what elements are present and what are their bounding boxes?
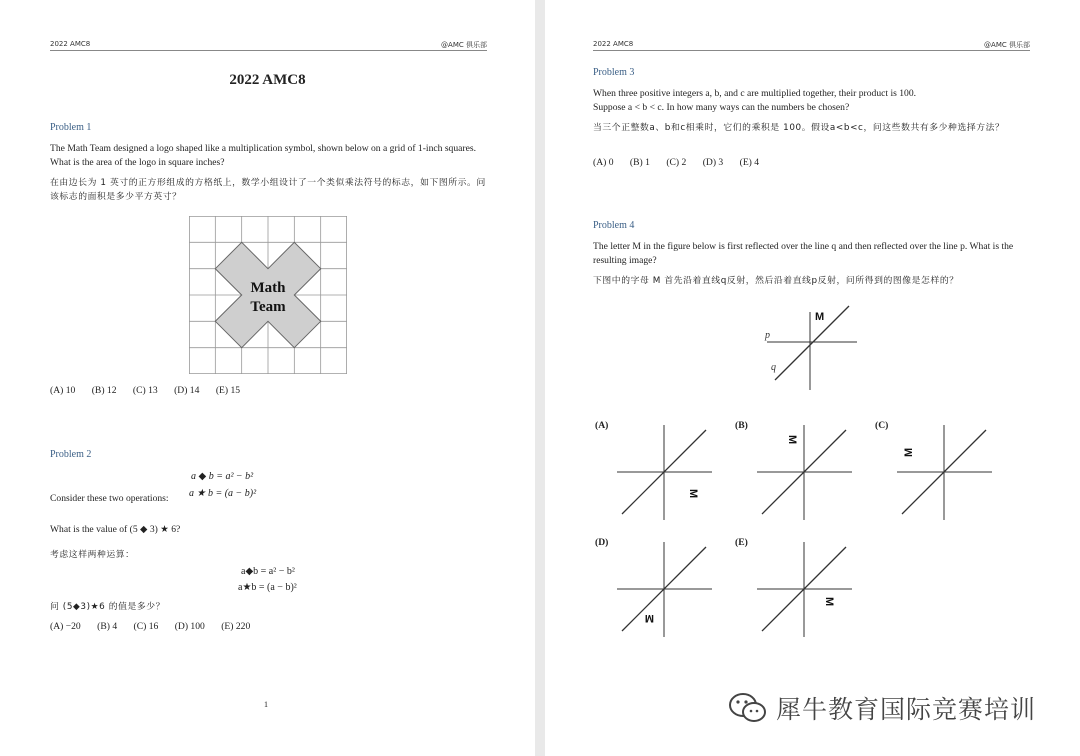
choice-d: (D) 100 bbox=[174, 621, 205, 632]
option-a-label: (A) bbox=[595, 420, 609, 431]
line-q bbox=[775, 306, 849, 380]
page-1 bbox=[0, 0, 535, 756]
letter-m-rotated: M bbox=[823, 597, 835, 607]
operation-diamond-zh: a◆b = a² − b² bbox=[241, 566, 295, 577]
option-e-figure bbox=[757, 542, 852, 637]
watermark bbox=[728, 690, 1036, 726]
page-number: 1 bbox=[264, 700, 268, 709]
header-left: 2022 AMC8 bbox=[593, 40, 634, 48]
option-b-label: (B) bbox=[735, 420, 748, 431]
problem-3-title: Problem 3 bbox=[593, 67, 635, 78]
wechat-icon bbox=[728, 691, 768, 725]
problem-1-text-en: The Math Team designed a logo shaped like a multiplication symbol, shown below on a grid of 1-inch squares. What is the area of the logo in square inches? bbox=[50, 143, 476, 168]
letter-m-rotated: M bbox=[786, 435, 798, 445]
problem-4-title: Problem 4 bbox=[593, 220, 635, 231]
operation-star-zh: a★b = (a − b)² bbox=[238, 582, 297, 593]
choice-a: (A) −20 bbox=[50, 621, 81, 632]
problem-2-title: Problem 2 bbox=[50, 449, 92, 460]
option-a-figure bbox=[617, 425, 712, 520]
option-c-label: (C) bbox=[875, 420, 889, 431]
letter-m-rotated: M bbox=[644, 612, 654, 624]
choice-e: (E) 15 bbox=[215, 385, 241, 396]
reflection-figure bbox=[757, 304, 867, 394]
problem-3-choices bbox=[593, 156, 773, 170]
problem-3-text-en-2: Suppose a < b < c. In how many ways can the numbers be chosen? bbox=[593, 102, 850, 113]
problem-2-intro-zh: 考虑这样两种运算： bbox=[50, 550, 135, 560]
label-q: q bbox=[771, 362, 776, 373]
problem-3-text-zh: 当三个正整数a、b和c相乘时，它们的乘积是 100。假设a<b<c，问这些数共有多少种选择方法？ bbox=[593, 123, 1005, 133]
option-b-figure bbox=[757, 425, 852, 520]
page-2 bbox=[545, 0, 1080, 756]
page-title: 2022 AMC8 bbox=[229, 72, 306, 88]
watermark-text: 犀牛教育国际竞赛培训 bbox=[776, 695, 1037, 724]
choice-d: (D) 14 bbox=[174, 385, 200, 396]
problem-3-text-en-1: When three positive integers a, b, and c are multiplied together, their product is 100. bbox=[593, 88, 917, 99]
choice-e: (E) 4 bbox=[739, 157, 760, 168]
label-p: p bbox=[765, 330, 770, 341]
logo-text-math: Math bbox=[250, 280, 286, 296]
header-rule bbox=[50, 50, 487, 51]
choice-b: (B) 1 bbox=[629, 157, 650, 168]
letter-m-rotated: M bbox=[687, 489, 699, 499]
header-left: 2022 AMC8 bbox=[50, 40, 91, 48]
option-e-label: (E) bbox=[735, 537, 748, 548]
choice-b: (B) 4 bbox=[97, 621, 118, 632]
letter-m-rotated: M bbox=[903, 447, 915, 457]
choice-c: (C) 16 bbox=[133, 621, 159, 632]
problem-2-intro-en: Consider these two operations: bbox=[50, 493, 169, 504]
choice-c: (C) 13 bbox=[132, 385, 158, 396]
problem-1-text-zh: 在由边长为 1 英寸的正方形组成的方格纸上，数学小组设计了一个类似乘法符号的标志，如下图所示。问该标志的面积是多少平方英寸？ bbox=[50, 178, 486, 202]
problem-1-title: Problem 1 bbox=[50, 122, 92, 133]
operation-star: a ★ b = (a − b)² bbox=[189, 488, 257, 499]
option-d-label: (D) bbox=[595, 537, 609, 548]
problem-2-choices bbox=[50, 620, 264, 634]
header-right: @AMC 俱乐部 bbox=[984, 41, 1030, 49]
option-d-figure bbox=[617, 542, 712, 637]
problem-4-text-zh: 下图中的字母 M 首先沿着直线q反射，然后沿着直线p反射，问所得到的图像是怎样的？ bbox=[593, 276, 959, 286]
option-c-figure bbox=[897, 425, 992, 520]
problem-1-choices bbox=[50, 384, 254, 398]
choice-b: (B) 12 bbox=[91, 385, 117, 396]
problem-2-question-zh: 问 (5◆3)★6 的值是多少？ bbox=[50, 602, 166, 612]
header-rule bbox=[593, 50, 1030, 51]
letter-m: M bbox=[815, 311, 825, 323]
choice-d: (D) 3 bbox=[702, 157, 724, 168]
logo-text-team: Team bbox=[250, 299, 286, 315]
choice-e: (E) 220 bbox=[221, 621, 251, 632]
problem-2-question-en: What is the value of (5 ◆ 3) ★ 6? bbox=[50, 524, 181, 535]
problem-4-text-en: The letter M in the figure below is first reflected over the line q and then reflected over the line p. What is the resulting image? bbox=[593, 241, 1014, 266]
choice-a: (A) 10 bbox=[50, 385, 76, 396]
operation-diamond: a ◆ b = a² − b² bbox=[191, 471, 254, 482]
math-team-logo-figure bbox=[189, 216, 347, 374]
header-right: @AMC 俱乐部 bbox=[441, 41, 487, 49]
choice-c: (C) 2 bbox=[666, 157, 687, 168]
choice-a: (A) 0 bbox=[593, 157, 614, 168]
